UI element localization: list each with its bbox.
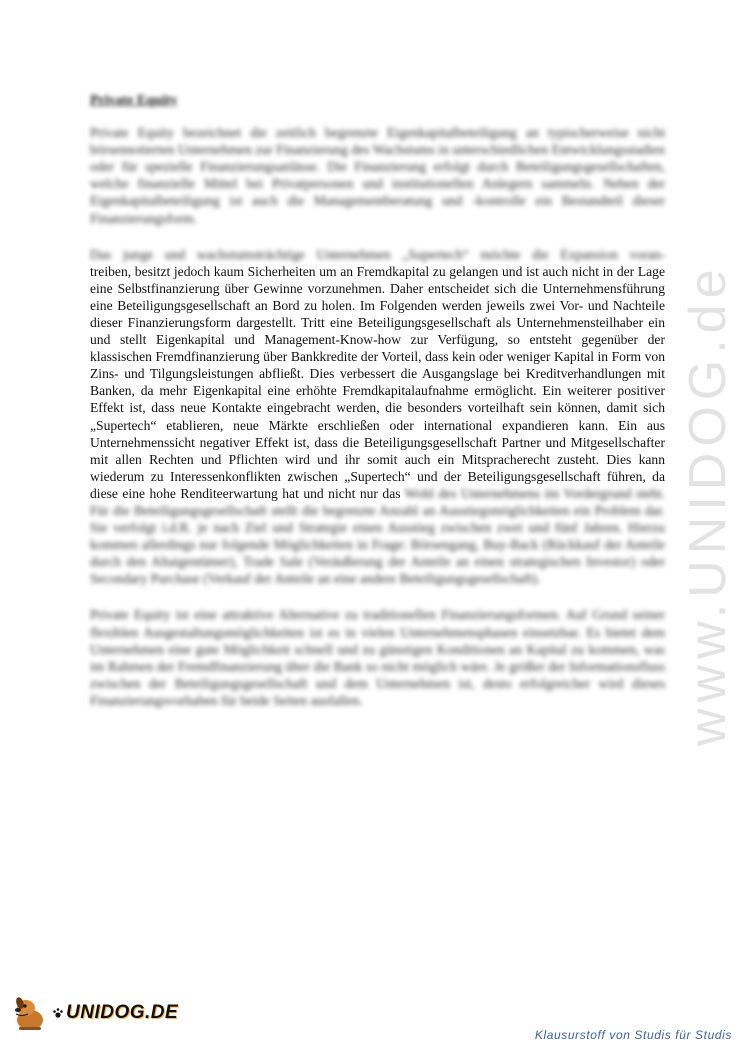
unidog-logo [10, 993, 180, 1033]
paragraph-case-study-blurred-end: Wohl des Unternehmens im Vordergrund steht. Für die Beteiligungsgesellschaft stellt die begrenzte Anzahl an Ausstiegsmöglichkeiten ein Problem dar. Sie verfolgt i.d.R. je nach Ziel und Strategie einen Ausstieg zwischen zwei und fünf Jahren. Hierzu kommen allerdings nur folgende Möglichkeiten in Frage: Börsengang, Buy-Back (Rückkauf der Anteile durch den Altaigentümer), Trade Sale (Veräußerung der Anteile an einen strategischen Investor) oder Secondary Purchase (Verkauf der Anteile an eine andere Beteiligungsgesellschaft). [90, 485, 666, 587]
paw-icon [52, 1007, 64, 1019]
footer-slogan: Klausurstoff von Studis für Studis [534, 1028, 732, 1042]
dog-mascot-icon [10, 993, 50, 1033]
document-title: Private Equity [90, 93, 178, 108]
paragraph-conclusion: Private Equity ist eine attraktive Alternative zu traditionellen Finanzierungsformen. Auf Grund seiner flexiblen Ausgestaltungsmöglichkeiten ist es in vielen Unternehmensphasen einsetzbar. Es bietet dem Unternehmen eine gute Möglichkeit schnell und zu günstigen Konditionen an Kapital zu kommen, was im Rahmen der Fremdfinanzierung über die Bank so nicht möglich wäre. Je größer der Informationsfluss zwischen der Beteiligungsgesellschaft und dem Unternehmen ist, desto erfolgreicher wird dieses Finanzierungsvorhaben für beide Seiten ausfallen. [90, 607, 665, 708]
watermark-text: www.UNIDOG.de [679, 263, 737, 747]
paragraph-case-study-blurred-start: Das junge und wachstumsträchtige Unternehmen „Supertech“ möchte die Expansion voran- [90, 246, 665, 262]
paragraph-case-study [90, 246, 665, 588]
document-body [90, 92, 665, 728]
logo-text: UNIDOG.DE [66, 1002, 179, 1023]
paragraph-definition: Private Equity bezeichnet die zeitlich begrenzte Eigenkapitalbeteiligung an typischerweise nicht börsennotierten Unternehmen zur Finanzierung des Wachstums in unterschiedlichen Entwicklungsstadien oder für spezielle Finanzierungsanlässe. Die Finanzierung erfolgt durch Beteiligungsgesellschaften, welche finanzielle Mittel bei Privatpersonen und institutionellen Anlegern sammeln. Neben der Eigenkapitalbeteiligung ist auch die Managementberatung und -kontrolle ein Bestandteil dieser Finanzierungsform. [90, 125, 665, 226]
paragraph-case-study-visible-text: treiben, besitzt jedoch kaum Sicherheiten um an Fremdkapital zu gelangen und ist auch nicht in der Lage eine Selbstfinanzierung über Gewinne vorzunehmen. Daher entscheidet sich die Unternehmensführung eine Beteiligungsgesellschaft an Bord zu holen. Im Folgenden werden jeweils zwei Vor- und Nachteile dieser Finanzierungsform dargestellt. Tritt eine Beteiligungsgesellschaft als Unternehmensteilhaber ein und stellt Eigenkapital und Management-Know-how zur Verfügung, so entsteht gegenüber der klassischen Fremdfinanzierung über Bankkredite der Vorteil, dass kein oder weniger Kapital in Form von Zins- und Tilgungsleistungen abfließt. Dies verbessert die Ausgangslage bei Kreditverhandlungen mit Banken, da mehr Eigenkapital eine erhöhte Fremdkapitalaufnahme ermöglicht. Ein weiterer positiver Effekt ist, dass neue Kontakte eingebracht werden, die besonders vorteilhaft sein können, damit sich „Supertech“ etablieren, neue Märkte erschließen oder international expandieren kann. Ein aus Unternehmenssicht negativer Effekt ist, dass die Beteiligungsgesellschaft Partner und Mitgesellschafter mit allen Rechten und Pflichten wird und ihr somit auch ein Mitspracherecht zusteht. Dies kann wiederum zu Interessenkonflikten zwischen „Supertech“ und der Beteiligungsgesellschaft führen, da diese eine hohe Renditeerwartung hat und nicht nur das [90, 263, 665, 501]
